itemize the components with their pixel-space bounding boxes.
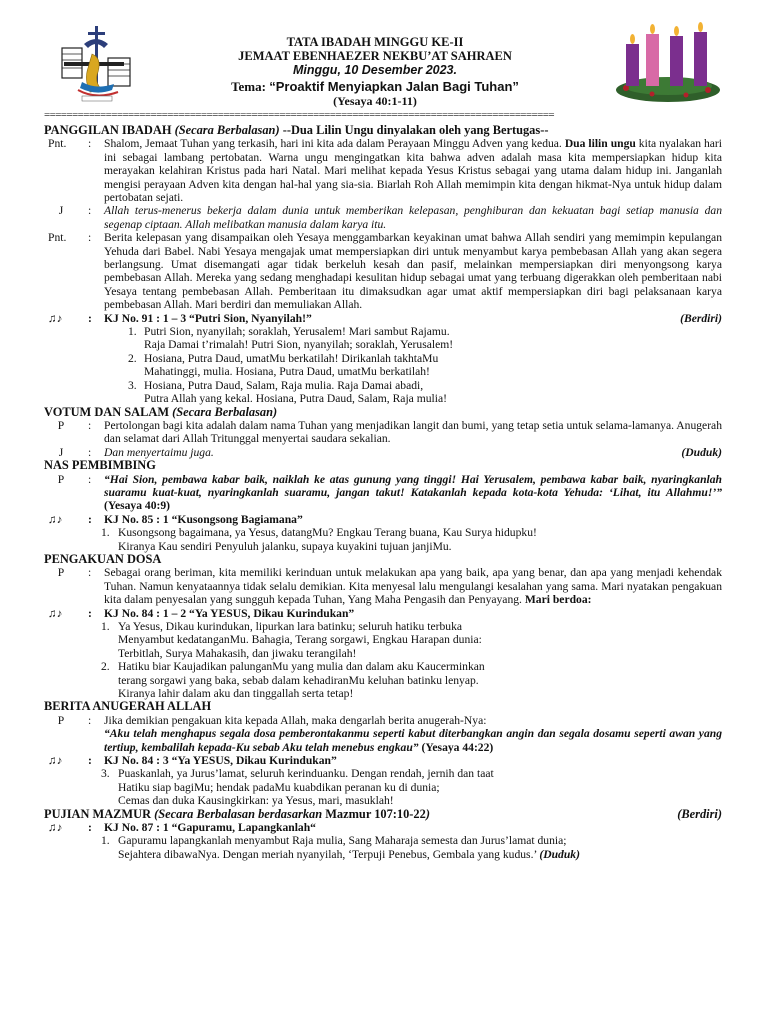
hymn-verse-line: Kiranya lahir dalam aku dan tinggallah serta tetap! bbox=[118, 687, 354, 700]
hymn-verse-line: Mahatinggi, mulia. Hosiana, Putra Daud, umatMu berkatilah! bbox=[144, 365, 430, 379]
speaker-label: P bbox=[57, 566, 65, 580]
hymn-verse: 3. Puaskanlah, ya Jurus’lamat, seluruh kerinduanku. Dengan rendah, jernih dan taat bbox=[101, 767, 494, 781]
speaker-label: J bbox=[58, 204, 64, 218]
posture-note: (Duduk) bbox=[681, 445, 722, 459]
panggilan-j: J : Allah terus-menerus bekerja dalam dunia untuk memberikan kelepasan, penghiburan dan kekuatan bagi setiap manusia dan segenap ciptaan. Allah melibatkan manusia dalam karya itu. bbox=[0, 204, 768, 231]
section-mazmur-heading: PUJIAN MAZMUR (Secara Berbalasan berdasarkan Mazmur 107:10-22) (Berdiri) bbox=[44, 806, 722, 821]
music-note-icon: ♫♪ bbox=[48, 821, 63, 835]
theme-text: “Proaktif Menyiapkan Jalan Bagi Tuhan” bbox=[269, 79, 519, 94]
panggilan-pnt-1: Pnt. : Shalom, Jemaat Tuhan yang terkasih, hari ini kita ada dalam Perayaan Minggu Adven yang kedua. Dua lilin ungu kita nyalakan hari ini sebagai lambang pertobatan. Warna ungu mengingatkan kita bahwa adven adalah masa kita mempersiapkan hidup kita merayakan kelahiran Kristus pada hari Natal. Mari melihat kepada Yesus Kristus sebagai yang utama dalam hidup ini. Janganlah mengisi perayaan Adven kita dengan hal-hal yang sia-sia. Biarlah Roh Allah memimpin kita dengan hikmat-Nya untuk hidup dalam pertobatan sejati. bbox=[48, 137, 722, 205]
votum-j: J : Dan menyertaimu juga. (Duduk) bbox=[0, 446, 768, 459]
panggilan-pnt-2: Pnt. : Berita kelepasan yang disampaikan oleh Yesaya menggambarkan keyakinan umat bahwa Allah sendiri yang memimpin kepulangan Yehuda dari Babel. Nabi Yesaya mengajak umat mempersiapkan diri untuk menyambut karya pembebasan Allah yang akan segera berlangsung. Umat disemangati agar tidak berkeluh kesah dan pasif, melainkan mempersiapkan diri menyongsong karya pembebasan Allah. Mereka yang sedang menghadapi kesulitan hidup sebagai umat yang terbuang digerakkan oleh pemberitaan nabi Yesaya tentang pembebasan Allah. Pemberitaan itu dimaksudkan agar umat aktif mempersiapkan diri bagi pelaksanaan karya pembebasan Allah. Mari berdiri dan memuliakan Allah. bbox=[48, 231, 722, 312]
title-line-2: JEMAAT EBENHAEZER NEKBU’AT SAHRAEN bbox=[238, 49, 512, 63]
title-line-1: TATA IBADAH MINGGU KE-II bbox=[286, 35, 464, 49]
hymn-verse-line: Kiranya Kau sendiri Penyuluh jalanku, supaya kuyakini tujuan janjiMu. bbox=[118, 539, 452, 553]
section-panggilan-heading: PANGGILAN IBADAH (Secara Berbalasan) --Dua Lilin Ungu dinyalakan oleh yang Bertugas-- bbox=[44, 123, 549, 137]
speaker-label: P bbox=[57, 713, 65, 727]
speaker-label: P bbox=[57, 418, 65, 432]
hymn-kj91: ♫♪ : KJ No. 91 : 1 – 3 “Putri Sion, Nyanyilah!” (Berdiri) bbox=[48, 311, 722, 325]
speaker-label: Pnt. bbox=[48, 231, 67, 245]
posture-note: (Berdiri) bbox=[680, 311, 722, 325]
hymn-title: KJ No. 87 : 1 “Gapuramu, Lapangkanlah“ bbox=[104, 821, 316, 835]
hymn-verse: 1. Kusongsong bagaimana, ya Yesus, datangMu? Engkau Terang buana, Kau Surya hidupku! bbox=[101, 526, 537, 540]
liturgy-body bbox=[0, 124, 768, 861]
hymn-title: KJ No. 91 : 1 – 3 “Putri Sion, Nyanyilah!” bbox=[104, 311, 312, 325]
hymn-verse: 1. Ya Yesus, Dikau kurindukan, lipurkan lara batinku; seluruh hatiku terbuka bbox=[101, 619, 463, 633]
header bbox=[0, 0, 768, 110]
service-date: Minggu, 10 Desember 2023. bbox=[293, 63, 457, 77]
hymn-verse: 1. Gapuramu lapangkanlah menyambut Raja mulia, Sang Maharaja semesta dan Jurus’lamat dunia; bbox=[101, 834, 567, 848]
section-pengakuan-heading: PENGAKUAN DOSA bbox=[44, 551, 162, 566]
section-pembimbing-heading: NAS PEMBIMBING bbox=[44, 458, 156, 473]
posture-note: (Duduk) bbox=[539, 847, 580, 861]
theme-reference: (Yesaya 40:1-11) bbox=[333, 94, 417, 108]
hymn-kj84-a: ♫♪ : KJ No. 84 : 1 – 2 “Ya YESUS, Dikau Kurindukan” bbox=[48, 606, 355, 620]
hymn-kj87: ♫♪ : KJ No. 87 : 1 “Gapuramu, Lapangkanlah“ bbox=[48, 821, 316, 835]
divider-rule: =========================================================================================== bbox=[44, 110, 554, 120]
music-note-icon: ♫♪ bbox=[48, 754, 63, 768]
hymn-title: KJ No. 85 : 1 “Kusongsong Bagiamana” bbox=[104, 512, 303, 526]
music-note-icon: ♫♪ bbox=[48, 512, 63, 526]
advent-wreath-icon bbox=[612, 22, 724, 104]
speaker-label: Pnt. bbox=[48, 137, 67, 151]
hymn-verse: 1. Putri Sion, nyanyilah; soraklah, Yerusalem! Mari sambut Rajamu. bbox=[128, 325, 450, 339]
anugerah-p: P : Jika demikian pengakuan kita kepada Allah, maka dengarlah berita anugerah-Nya: “Aku telah menghapus segala dosa pemberontakanmu seperti kabut diterbangkan angin dan segala dosamu seperti awan yang tertiup, kembalilah kepada-Ku sebab Aku telah menebus engkau” (Yesaya 44:22) bbox=[0, 714, 768, 754]
hymn-verse-line: Cemas dan duka Kausingkirkan: ya Yesus, mari, masuklah! bbox=[118, 794, 394, 808]
hymn-verse: 2. Hosiana, Putra Daud, umatMu berkatilah! Dirikanlah takhtaMu bbox=[128, 351, 439, 365]
speaker-label: P bbox=[57, 472, 65, 486]
hymn-title: KJ No. 84 : 3 “Ya YESUS, Dikau Kurindukan” bbox=[104, 754, 337, 768]
section-votum-heading: VOTUM DAN SALAM (Secara Berbalasan) bbox=[44, 404, 278, 419]
section-anugerah-heading: BERITA ANUGERAH ALLAH bbox=[44, 699, 212, 714]
church-logo-icon bbox=[58, 24, 136, 104]
pembimbing-p: P : “Hai Sion, pembawa kabar baik, naiklah ke atas gunung yang tinggi! Hai Yerusalem, pembawa kabar baik, nyaringkanlah suaramu kuat-kuat, nyaringkanlah suaramu, jangan takut! Katakanlah kepada kota-kota Yehuda: ‘Lihat, itu Allahmu!’” (Yesaya 40:9) bbox=[0, 473, 768, 513]
hymn-kj84-b: ♫♪ : KJ No. 84 : 3 “Ya YESUS, Dikau Kurindukan” bbox=[48, 754, 337, 768]
hymn-verse: 2. Hatiku biar Kaujadikan palunganMu yang mulia dan dalam aku Kaucerminkan bbox=[101, 660, 485, 674]
votum-p: P : Pertolongan bagi kita adalah dalam nama Tuhan yang menjadikan langit dan bumi, yang tetap setia untuk selama-lamanya. Anugerah dan selamat dari Allah Tritunggal menyertai saudara sekalian. bbox=[0, 419, 768, 446]
hymn-kj85: ♫♪ : KJ No. 85 : 1 “Kusongsong Bagiamana” bbox=[48, 512, 303, 526]
theme bbox=[140, 80, 610, 93]
hymn-verse-line: Putra Allah yang kekal. Hosiana, Putra Daud, Salam, Raja mulia! bbox=[144, 392, 447, 406]
hymn-verse-line: Terbitlah, Surya Mahakasih, dan jiwaku terangilah! bbox=[118, 646, 357, 660]
hymn-verse-line: terang sorgawi yang baka, sebab dalam kehadiranMu keluhan batinku lenyap. bbox=[118, 673, 479, 687]
music-note-icon: ♫♪ bbox=[48, 311, 63, 325]
hymn-verse: 3. Hosiana, Putra Daud, Salam, Raja mulia. Raja Damai abadi, bbox=[128, 378, 424, 392]
pengakuan-p: P : Sebagai orang beriman, kita memiliki kerinduan untuk melakukan apa yang baik, apa yang benar, dan apa yang menjadi kehendak Tuhan. Namun kenyataannya tidak selalu demikian. Kita menyesal lalu mengulangi kesalahan yang sama. Mari nyatakan pengakuan kita dalam penyesalan yang sungguh kepada Tuhan, Yang Maha Pengasih dan Penyayang. Mari berdoa: bbox=[0, 566, 768, 606]
music-note-icon: ♫♪ bbox=[48, 606, 63, 620]
theme-label: Tema: bbox=[231, 79, 270, 94]
hymn-verse-line: Raja Damai t’rimalah! Putri Sion, nyanyilah; soraklah, Yerusalem! bbox=[144, 338, 454, 352]
hymn-verse-line: Sejahtera dibawaNya. Dengan meriah nyanyilah, ‘Terpuji Penebus, Gembala yang kudus.’ (Duduk) bbox=[118, 847, 580, 861]
hymn-verse-line: Hatiku siap bagiMu; hendak padaMu kuabdikan peranan ku di dunia; bbox=[118, 780, 440, 794]
speaker-label: J bbox=[58, 445, 64, 459]
hymn-verse-line: Menyambut kedatanganMu. Bahagia, Terang sorgawi, Engkau Harapan dunia: bbox=[118, 633, 482, 647]
hymn-title: KJ No. 84 : 1 – 2 “Ya YESUS, Dikau Kurindukan” bbox=[104, 606, 355, 620]
posture-note: (Berdiri) bbox=[677, 806, 722, 821]
